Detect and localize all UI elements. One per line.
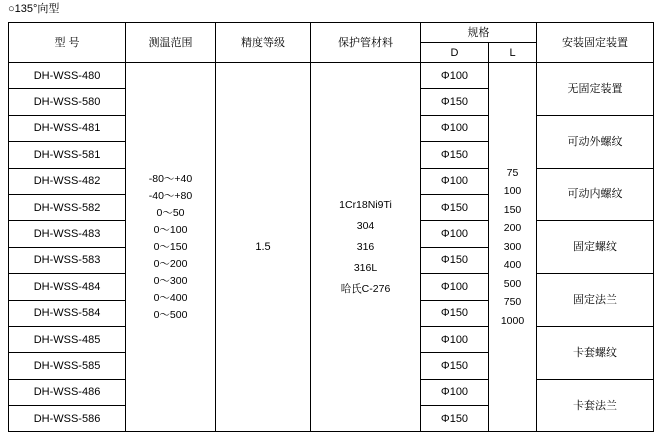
length-value: 100	[503, 185, 522, 198]
length-value: 200	[503, 222, 522, 235]
cell-diameter: Φ150	[421, 194, 489, 220]
header-spec-d: D	[421, 43, 489, 63]
material-value: 316	[356, 240, 375, 253]
cell-diameter: Φ150	[421, 247, 489, 273]
length-value: 750	[503, 296, 522, 309]
cell-diameter: Φ150	[421, 142, 489, 168]
length-value: 500	[503, 277, 522, 290]
length-value: 1000	[500, 314, 525, 327]
cell-diameter: Φ100	[421, 115, 489, 141]
cell-range-group	[126, 63, 216, 432]
cell-diameter: Φ150	[421, 300, 489, 326]
cell-model: DH-WSS-482	[9, 168, 126, 194]
header-model: 型 号	[9, 23, 126, 63]
cell-diameter: Φ100	[421, 379, 489, 405]
cell-diameter: Φ150	[421, 406, 489, 432]
range-value: 0～100	[153, 223, 188, 236]
range-value: -40～+80	[148, 189, 193, 202]
cell-material-group	[311, 63, 421, 432]
cell-diameter: Φ100	[421, 274, 489, 300]
thermometer-spec-table	[8, 22, 654, 432]
cell-mount: 可动外螺纹	[537, 115, 654, 168]
cell-model: DH-WSS-580	[9, 89, 126, 115]
cell-model: DH-WSS-481	[9, 115, 126, 141]
cell-mount: 可动内螺纹	[537, 168, 654, 221]
range-value: 0～400	[153, 291, 188, 304]
material-value: 1Cr18Ni9Ti	[339, 198, 392, 211]
cell-model: DH-WSS-581	[9, 142, 126, 168]
cell-model: DH-WSS-483	[9, 221, 126, 247]
cell-mount: 卡套螺纹	[537, 326, 654, 379]
cell-model: DH-WSS-585	[9, 353, 126, 379]
length-value: 300	[503, 240, 522, 253]
header-spec-l: L	[489, 43, 537, 63]
header-grade: 精度等级	[216, 23, 311, 63]
range-value: 0～200	[153, 257, 188, 270]
cell-model: DH-WSS-484	[9, 274, 126, 300]
cell-model: DH-WSS-486	[9, 379, 126, 405]
header-range: 测温范围	[126, 23, 216, 63]
page-caption: ○135°向型	[8, 3, 60, 15]
range-value: -80～+40	[148, 172, 193, 185]
cell-model: DH-WSS-584	[9, 300, 126, 326]
cell-mount: 固定螺纹	[537, 221, 654, 274]
material-value: 316L	[353, 261, 378, 274]
cell-diameter: Φ100	[421, 168, 489, 194]
cell-model: DH-WSS-586	[9, 406, 126, 432]
material-value: 304	[356, 219, 375, 232]
cell-model: DH-WSS-480	[9, 63, 126, 89]
header-mount: 安装固定装置	[537, 23, 654, 63]
table-row	[9, 63, 654, 89]
cell-diameter: Φ100	[421, 326, 489, 352]
cell-diameter: Φ100	[421, 221, 489, 247]
cell-model: DH-WSS-485	[9, 326, 126, 352]
range-value: 0～500	[153, 308, 188, 321]
length-value: 75	[506, 166, 519, 179]
cell-model: DH-WSS-583	[9, 247, 126, 273]
cell-diameter: Φ100	[421, 63, 489, 89]
cell-mount: 固定法兰	[537, 274, 654, 327]
cell-length-group	[489, 63, 537, 432]
cell-diameter: Φ150	[421, 89, 489, 115]
cell-mount: 无固定装置	[537, 63, 654, 116]
table-header-row-1	[9, 23, 654, 43]
range-value: 0～50	[156, 206, 185, 219]
length-value: 400	[503, 259, 522, 272]
length-value: 150	[503, 203, 522, 216]
range-value: 0～150	[153, 240, 188, 253]
cell-model: DH-WSS-582	[9, 194, 126, 220]
cell-grade: 1.5	[216, 63, 311, 432]
material-value: 哈氏C-276	[340, 282, 391, 295]
header-spec: 规格	[421, 23, 537, 43]
header-material: 保护管材料	[311, 23, 421, 63]
cell-diameter: Φ150	[421, 353, 489, 379]
range-value: 0～300	[153, 274, 188, 287]
cell-mount: 卡套法兰	[537, 379, 654, 432]
